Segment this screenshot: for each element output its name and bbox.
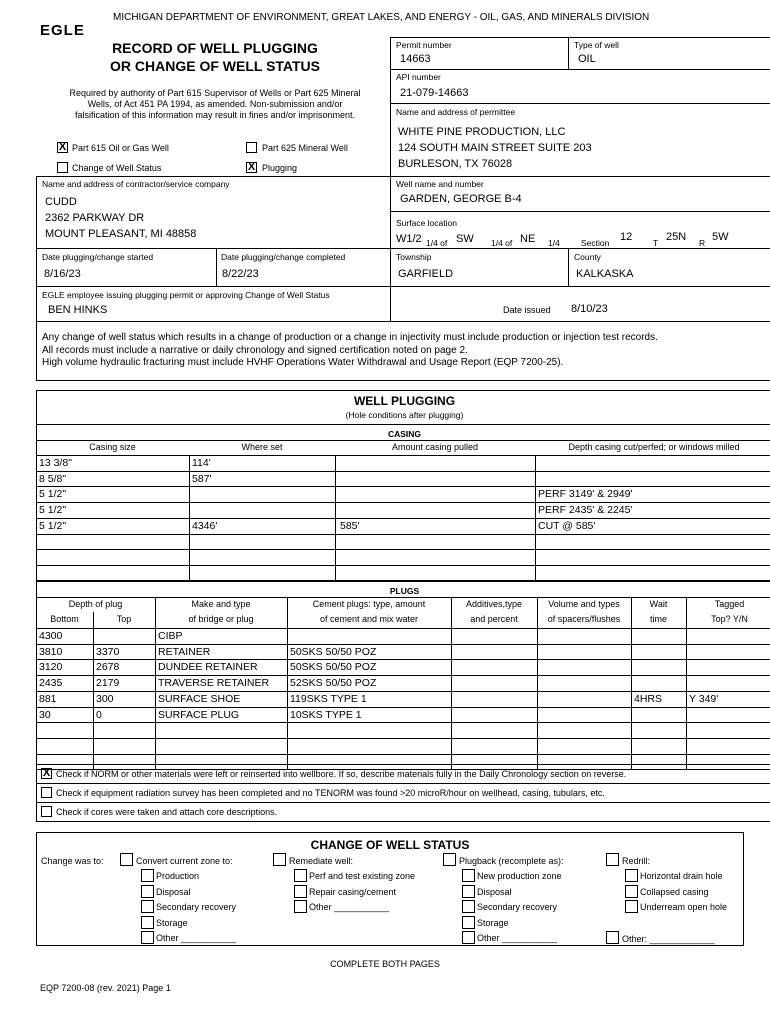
permittee-line1[interactable]: WHITE PINE PRODUCTION, LLC (398, 126, 566, 138)
redrill-option-checkbox[interactable] (625, 900, 638, 913)
convert-option-label: Disposal (156, 886, 191, 897)
convert-zone-label: Convert current zone to: (136, 856, 233, 866)
casing-row-rule (36, 518, 770, 519)
casing-row-rule (36, 486, 770, 487)
plugs-title: PLUGS (389, 586, 420, 596)
range-r-value[interactable]: 5W (712, 231, 729, 243)
plugs-row-rule (36, 628, 770, 629)
well-name-label: Well name and number (396, 179, 484, 189)
quarter3-value[interactable]: NE (520, 233, 536, 245)
type-label: Type of well (574, 40, 619, 50)
plugs-column-header: Wait (649, 599, 668, 609)
casing-cell[interactable]: 13 3/8" (39, 457, 72, 469)
remediate-option-checkbox[interactable] (294, 885, 307, 898)
contractor-line2[interactable]: 2362 PARKWAY DR (45, 212, 145, 224)
plugs-row-rule (36, 722, 770, 723)
date-issued-label: Date issued (503, 305, 551, 315)
convert-option-label: Other ___________ (156, 933, 237, 943)
casing-cell[interactable]: CUT @ 585' (538, 519, 596, 532)
township-t-label: T (653, 238, 659, 248)
casing-cell[interactable]: 114' (192, 457, 211, 469)
plug-cell[interactable]: DUNDEE RETAINER (158, 661, 258, 674)
casing-cell[interactable]: 4346' (192, 519, 218, 532)
casing-cell[interactable]: PERF 2435' & 2245' (538, 504, 633, 517)
quarter3-suffix: 1/4 (548, 238, 560, 248)
plugs-row-rule (36, 644, 770, 645)
remediate-option-checkbox[interactable] (294, 869, 307, 882)
date-completed-value[interactable]: 8/22/23 (222, 268, 259, 280)
change-was-to-label: Change was to: (41, 856, 104, 866)
casing-column-header: Where set (241, 442, 283, 452)
plugs-row-rule (36, 738, 770, 739)
plugs-column-subheader: of cement and mix water (319, 614, 419, 624)
casing-column-rule (189, 455, 190, 581)
quarter2-suffix: 1/4 of (491, 238, 513, 248)
plugback-option-label: Other ___________ (477, 933, 558, 943)
quarter2-value[interactable]: SW (456, 233, 474, 245)
plugs-column-rule (631, 597, 632, 769)
part625-checkbox[interactable] (246, 142, 257, 153)
convert-option-label: Production (156, 871, 200, 881)
plugging-checkbox[interactable]: X (247, 161, 256, 173)
range-r-label: R (699, 238, 706, 248)
casing-row-rule (36, 534, 770, 535)
plugback-checkbox[interactable] (443, 853, 456, 866)
date-started-value[interactable]: 8/16/23 (44, 268, 81, 280)
plug-cell[interactable]: 2435 (39, 677, 63, 690)
remediate-option-checkbox[interactable] (294, 900, 307, 913)
redrill-checkbox[interactable] (606, 853, 619, 866)
section-label: Section (581, 238, 610, 248)
date-completed-label: Date plugging/change completed (221, 252, 346, 262)
other-status-checkbox[interactable] (606, 931, 619, 944)
plugs-row-rule (36, 659, 770, 660)
plugback-option-label: Disposal (477, 886, 512, 897)
redrill-option-label: Underream open hole (640, 902, 728, 912)
redrill-label: Redrill: (622, 856, 651, 866)
plugs-row-rule (36, 691, 770, 692)
plugs-column-rule (287, 597, 288, 769)
plugs-column-rule (537, 597, 538, 769)
convert-zone-checkbox[interactable] (120, 853, 133, 866)
convert-option-label: Secondary recovery (156, 902, 237, 912)
plugback-option-checkbox[interactable] (462, 869, 475, 882)
plugs-column-rule (686, 597, 687, 769)
plugback-option-checkbox[interactable] (462, 885, 475, 898)
part625-label: Part 625 Mineral Well (262, 143, 348, 153)
change-status-title: CHANGE OF WELL STATUS (310, 838, 470, 852)
plugs-column-subheader: Top (116, 614, 132, 624)
plugs-column-subheader: Bottom (50, 614, 79, 624)
plug-cell[interactable]: 0 (96, 708, 102, 721)
department-header: MICHIGAN DEPARTMENT OF ENVIRONMENT, GREAT LAKES, AND ENERGY - OIL, GAS, AND MINERALS DIVISION (113, 12, 650, 23)
contractor-label: Name and address of contractor/service company (42, 179, 230, 189)
cores-checkbox[interactable] (41, 806, 52, 817)
note-line-3: High volume hydraulic fracturing must include HVHF Operations Water Withdrawal and Usage Report (EQP 7200-25). (42, 357, 564, 368)
casing-cell[interactable]: 5 1/2" (39, 504, 67, 517)
plug-cell[interactable]: 30 (39, 708, 51, 721)
plug-cell[interactable]: 3370 (96, 645, 120, 658)
part615-label: Part 615 Oil or Gas Well (72, 143, 169, 153)
casing-column-header: Depth casing cut/perfed; or windows milled (568, 442, 740, 452)
plugback-option-checkbox[interactable] (462, 916, 475, 929)
plug-cell[interactable]: 2678 (96, 661, 120, 674)
permittee-label: Name and address of permittee (396, 107, 516, 117)
plug-cell[interactable]: 119SKS TYPE 1 (290, 692, 367, 705)
radiation-checkbox[interactable] (41, 787, 52, 798)
casing-cell[interactable]: 585' (340, 519, 360, 532)
redrill-option-label: Collapsed casing (640, 886, 709, 897)
redrill-option-checkbox[interactable] (625, 869, 638, 882)
township-label: Township (396, 252, 432, 262)
quarter1-value[interactable]: W1/2 (396, 233, 422, 245)
plugs-column-header: Additives,type (465, 599, 523, 609)
plugs-row-rule (36, 707, 770, 708)
county-label: County (574, 252, 601, 262)
plugback-option-checkbox[interactable] (462, 931, 475, 944)
plugback-option-label: Secondary recovery (477, 902, 558, 912)
permittee-line2[interactable]: 124 SOUTH MAIN STREET SUITE 203 (398, 142, 592, 154)
casing-header-rule (36, 440, 770, 441)
plugs-column-subheader: Top? Y/N (711, 614, 748, 624)
remediate-option-label: Perf and test existing zone (309, 871, 416, 881)
plugback-option-label: Storage (477, 917, 509, 928)
form-title-line1: RECORD OF WELL PLUGGING (112, 40, 318, 56)
type-value[interactable]: OIL (578, 53, 596, 65)
remediate-label: Remediate well: (289, 856, 354, 866)
plugs-column-rule (155, 597, 156, 769)
api-value[interactable]: 21-079-14663 (400, 87, 469, 99)
casing-column-rule (335, 455, 336, 581)
plug-cell[interactable]: RETAINER (158, 645, 211, 658)
norm-check-label: Check if NORM or other materials were left or reinserted into wellbore. If so, describe materials fully in the Daily Chronology section on reverse. (56, 769, 627, 779)
redrill-option-checkbox[interactable] (625, 885, 638, 898)
form-id: EQP 7200-08 (rev. 2021) Page 1 (40, 983, 171, 993)
plugs-column-header: Cement plugs: type, amount (312, 599, 426, 609)
casing-row-rule (36, 471, 770, 472)
casing-column-header: Amount casing pulled (391, 442, 479, 452)
egle-logo: EGLE (40, 22, 85, 39)
plugging-label: Plugging (262, 163, 298, 173)
convert-option-checkbox[interactable] (141, 869, 154, 882)
norm-checkbox[interactable]: X (42, 767, 51, 779)
permit-value[interactable]: 14663 (400, 53, 431, 65)
plugs-row-rule (36, 675, 770, 676)
employee-label: EGLE employee issuing plugging permit or approving Change of Well Status (42, 290, 330, 300)
convert-option-label: Storage (156, 917, 188, 928)
plug-cell[interactable]: 4300 (39, 630, 63, 642)
note-line-2: All records must include a narrative or daily chronology and signed certification noted on page 2. (42, 345, 468, 356)
casing-row-rule (36, 455, 770, 456)
plug-cell[interactable]: SURFACE SHOE (158, 692, 241, 705)
plugs-header-rule (36, 597, 770, 598)
convert-option-checkbox[interactable] (141, 900, 154, 913)
casing-cell[interactable]: 8 5/8" (39, 472, 67, 485)
plugs-column-header: Volume and types (548, 599, 620, 609)
plugs-column-header: Tagged (714, 599, 745, 609)
complete-both-pages: COMPLETE BOTH PAGES (330, 959, 440, 969)
date-issued-value[interactable]: 8/10/23 (571, 303, 608, 315)
casing-title: CASING (387, 429, 422, 439)
well-name-value[interactable]: GARDEN, GEORGE B-4 (400, 193, 522, 205)
cores-check-label: Check if cores were taken and attach core descriptions. (56, 807, 278, 817)
api-label: API number (396, 72, 441, 82)
remediate-option-label: Repair casing/cement (309, 886, 397, 897)
plugs-column-header: Make and type (191, 599, 251, 609)
plug-cell[interactable]: 4HRS (634, 692, 663, 705)
plugback-option-checkbox[interactable] (462, 900, 475, 913)
plugs-column-subheader: of spacers/flushes (547, 614, 621, 624)
change-status-label: Change of Well Status (72, 163, 162, 173)
casing-row-rule (36, 565, 770, 566)
plug-cell[interactable]: 3810 (39, 645, 63, 658)
county-value[interactable]: KALKASKA (576, 268, 634, 280)
plug-cell[interactable]: 881 (39, 692, 57, 705)
contractor-line1[interactable]: CUDD (45, 196, 77, 208)
part615-checkbox[interactable]: X (58, 141, 67, 153)
radiation-check-label: Check if equipment radiation survey has been completed and no TENORM was found >20 microR/hour on wellhead, casing, tubulars, etc. (56, 788, 605, 798)
change-status-checkbox[interactable] (57, 162, 68, 173)
other-status-label: Other: _____________ (622, 934, 715, 944)
plugback-option-label: New production zone (477, 871, 562, 881)
redrill-option-label: Horizontal drain hole (640, 871, 723, 881)
plugs-row-rule (36, 754, 770, 755)
plug-cell[interactable]: 50SKS 50/50 POZ (290, 661, 377, 674)
plugs-column-subheader: and percent (470, 614, 518, 624)
plug-cell[interactable]: 52SKS 50/50 POZ (290, 677, 377, 690)
form-title-line2: OR CHANGE OF WELL STATUS (110, 58, 320, 74)
plug-cell[interactable]: SURFACE PLUG (158, 708, 240, 721)
casing-cell[interactable]: 5 1/2" (39, 519, 67, 532)
employee-value[interactable]: BEN HINKS (48, 304, 108, 316)
plugback-label: Plugback (recomplete as): (459, 856, 564, 866)
plugs-column-subheader: of bridge or plug (188, 614, 254, 624)
quarter1-suffix: 1/4 of (426, 238, 448, 248)
plug-cell[interactable]: Y 349' (689, 692, 719, 705)
date-started-label: Date plugging/change started (42, 252, 154, 262)
township-value[interactable]: GARFIELD (398, 268, 454, 280)
casing-column-header: Casing size (89, 442, 136, 452)
permittee-line3[interactable]: BURLESON, TX 76028 (398, 158, 513, 170)
convert-option-checkbox[interactable] (141, 916, 154, 929)
surface-location-label: Surface location (396, 218, 457, 228)
convert-option-checkbox[interactable] (141, 885, 154, 898)
casing-cell[interactable]: PERF 3149' & 2949' (538, 488, 633, 501)
casing-column-rule (535, 455, 536, 581)
note-line-1: Any change of well status which results in a change of production or a change in injectivity must include production or injection test records. (42, 332, 658, 343)
plug-cell[interactable]: CIBP (158, 630, 183, 642)
plugs-column-rule (451, 597, 452, 769)
authority-text-2: Wells, of Act 451 PA 1994, as amended. Non-submission and/or (87, 99, 343, 109)
well-plugging-subtitle: (Hole conditions after plugging) (345, 410, 464, 420)
plug-cell[interactable]: 300 (96, 692, 114, 705)
plug-cell[interactable]: 2179 (96, 677, 120, 690)
section-value[interactable]: 12 (620, 231, 633, 243)
remediate-checkbox[interactable] (273, 853, 286, 866)
plug-cell[interactable]: 10SKS TYPE 1 (290, 708, 362, 721)
township-t-value[interactable]: 25N (666, 231, 687, 243)
casing-row-rule (36, 549, 770, 550)
convert-option-checkbox[interactable] (141, 931, 154, 944)
contractor-line3[interactable]: MOUNT PLEASANT, MI 48858 (45, 228, 197, 240)
casing-row-rule (36, 502, 770, 503)
remediate-option-label: Other ___________ (309, 902, 390, 912)
plugs-column-subheader: time (649, 614, 667, 624)
plug-cell[interactable]: TRAVERSE RETAINER (158, 677, 270, 690)
authority-text-1: Required by authority of Part 615 Supervisor of Wells or Part 625 Mineral (69, 88, 361, 98)
authority-text-3: falsification of this information may result in fines and/or imprisonment. (74, 110, 356, 120)
well-plugging-title: WELL PLUGGING (353, 394, 456, 408)
casing-cell[interactable]: 587' (192, 472, 212, 485)
plugs-column-header: Depth of plug (68, 599, 123, 609)
plug-cell[interactable]: 50SKS 50/50 POZ (290, 645, 377, 658)
plug-cell[interactable]: 3120 (39, 661, 63, 674)
permit-label: Permit number (396, 40, 452, 50)
plugs-column-rule (93, 612, 94, 769)
casing-cell[interactable]: 5 1/2" (39, 488, 67, 501)
